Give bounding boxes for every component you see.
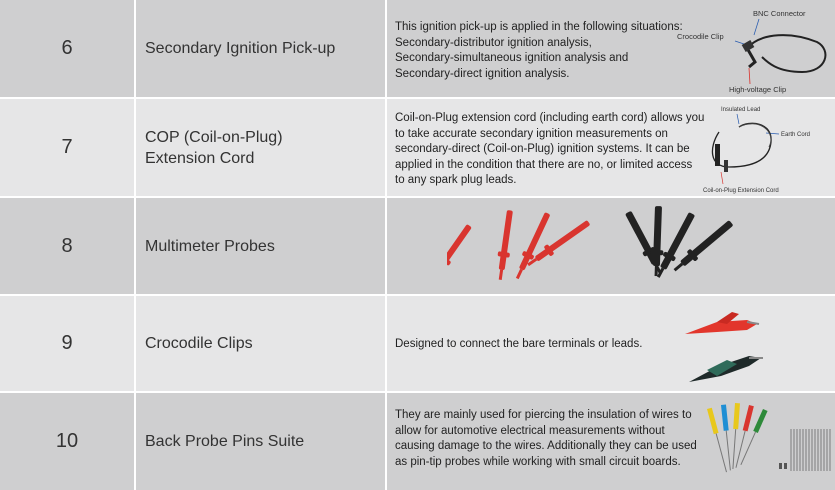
insulated-lead-label: Insulated Lead xyxy=(721,107,761,113)
row-description xyxy=(387,0,835,97)
row-name: Crocodile Clips xyxy=(136,296,387,391)
description-text: Coil-on-Plug extension cord (including earth cord) allows you to take accurate secondary ignition measurements on secondary-direct (Coil-on-Plug) ignition systems. It can be applied in the condition that there are no, or limited access to any spark plug leads. xyxy=(395,112,705,187)
black-probes xyxy=(622,206,735,280)
row-name: COP (Coil-on-Plug) Extension Cord xyxy=(136,99,387,196)
table-row xyxy=(0,0,835,99)
back-probe-pins-image xyxy=(705,401,833,483)
black-crocodile-clip xyxy=(689,356,763,382)
cop-cord-label: Coil-on-Plug Extension Cord xyxy=(703,188,779,194)
multimeter-probes-image xyxy=(447,204,777,290)
colored-probe-pins xyxy=(707,403,768,473)
row-description xyxy=(387,198,835,294)
ignition-pickup-image xyxy=(677,2,833,97)
bnc-connector-label: BNC Connector xyxy=(753,9,806,18)
high-voltage-clip-label: High-voltage Clip xyxy=(729,85,787,94)
table-row xyxy=(0,393,835,490)
row-number: 6 xyxy=(0,0,136,97)
row-name: Secondary Ignition Pick-up xyxy=(136,0,387,97)
description-text: This ignition pick-up is applied in the following situations: Secondary-distributor ignition analysis, Secondary-simultaneous ignition analysis and Secondary-direct ignition analysis. xyxy=(395,21,683,80)
row-description xyxy=(387,296,835,391)
cop-extension-cord-image xyxy=(699,102,833,195)
earth-cord-label: Earth Cord xyxy=(781,132,811,138)
red-probes xyxy=(447,210,592,285)
row-number: 9 xyxy=(0,296,136,391)
row-name: Multimeter Probes xyxy=(136,198,387,294)
row-number: 10 xyxy=(0,393,136,490)
table-row xyxy=(0,198,835,296)
description-text: They are mainly used for piercing the insulation of wires to allow for automotive electrical measurements without causing damage to the wires. Additionally they can be used as pin-tip probes while working with small circuit boards. xyxy=(395,409,697,468)
row-description xyxy=(387,393,835,490)
row-name: Back Probe Pins Suite xyxy=(136,393,387,490)
description-text: Designed to connect the bare terminals or leads. xyxy=(395,338,643,350)
spare-pins xyxy=(791,429,830,471)
row-number: 7 xyxy=(0,99,136,196)
table-row xyxy=(0,296,835,393)
red-crocodile-clip xyxy=(685,312,759,334)
table-row xyxy=(0,99,835,198)
row-number: 8 xyxy=(0,198,136,294)
row-description xyxy=(387,99,835,196)
crocodile-clips-image xyxy=(677,300,833,389)
crocodile-clip-label: Crocodile Clip xyxy=(677,32,724,41)
